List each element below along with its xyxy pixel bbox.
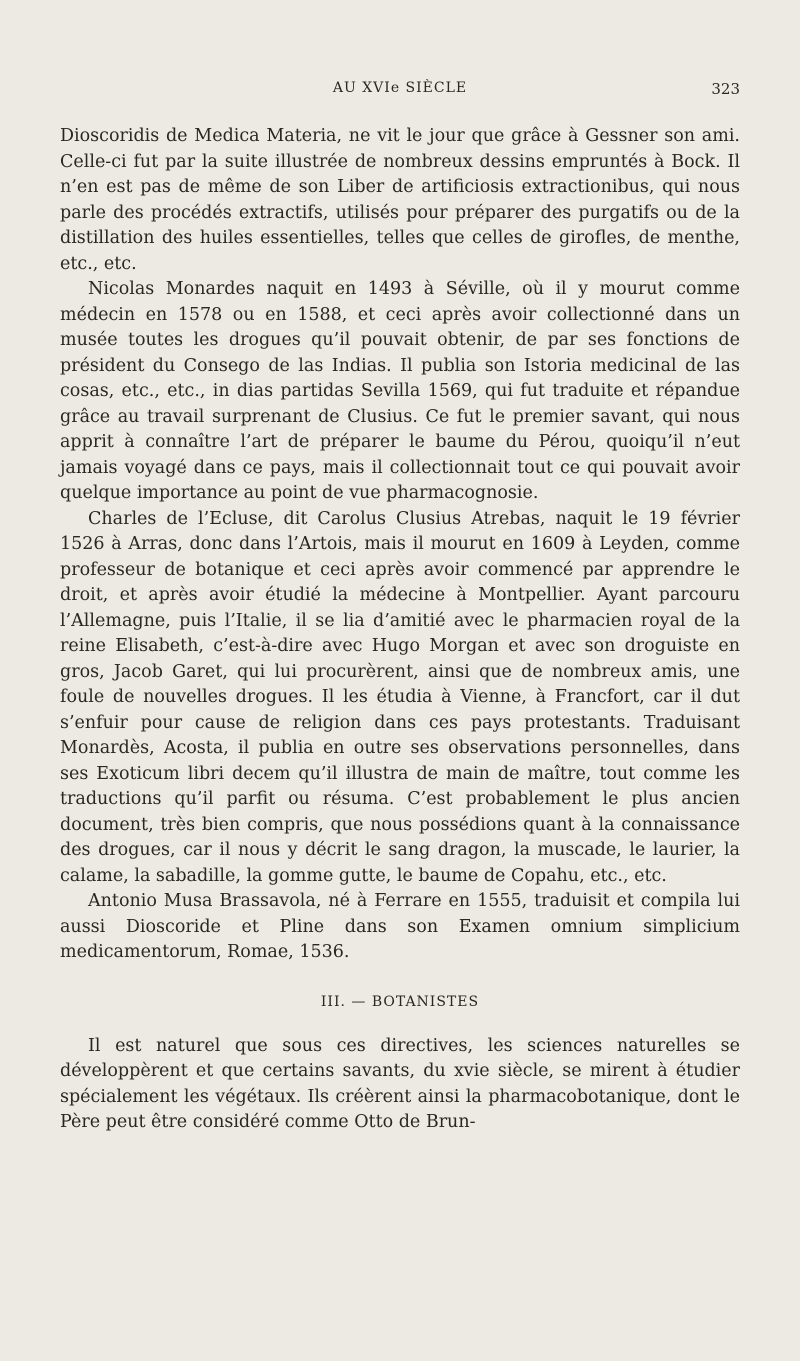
paragraph-botanistes-intro: Il est naturel que sous ces directives, les sciences naturelles se développèrent et que certains savants, du xvie siècle, se mirent à étudier spécialement les végétaux. Ils créèrent ainsi la pharmacobotanique, dont le Père peut être considéré comme Otto de Brun-: [60, 1035, 740, 1132]
paragraph-clusius: Charles de l’Ecluse, dit Carolus Clusius Atrebas, naquit le 19 février 1526 à Arras, donc dans l’Artois, mais il mourut en 1609 à Leyden, comme professeur de botanique et ceci après avoir commencé par apprendre le droit, et après avoir étudié la médecine à Montpellier. Ayant parcouru l’Allemagne, puis l’Italie, il se lia d’amitié avec le pharmacien royal de la reine Elisabeth, c’est-à-dire avec Hugo Morgan et avec son droguiste en gros, Jacob Garet, qui lui procurèrent, ainsi que de nombreux amis, une foule de nouvelles drogues. Il les étudia à Vienne, à Francfort, car il dut s’enfuir pour cause de religion dans ces pays protestants. Traduisant Monardès, Acosta, il publia en outre ses observations personnelles, dans ses Exoticum libri decem qu’il illustra de main de maître, tout comme les traductions qu’il parfit ou résuma. C’est probablement le plus ancien document, très bien compris, que nous possédions quant à la connaissance des drogues, car il nous y décrit le sang dragon, la muscade, le laurier, la calame, la sabadille, la gomme gutte, le baume de Copahu, etc., etc.: [60, 508, 740, 886]
page-header: [60, 80, 740, 104]
paragraph-brassavola: Antonio Musa Brassavola, né à Ferrare en 1555, traduisit et compila lui aussi Dioscoride et Pline dans son Examen omnium simplicium medicamentorum, Romae, 1536.: [60, 891, 740, 962]
paragraph-monardes: Nicolas Monardes naquit en 1493 à Séville, où il y mourut comme médecin en 1578 ou en 1588, et ceci après avoir collectionné dans un musée toutes les drogues qu’il pouvait obtenir, de par ses fonctions de président du Consego de las Indias. Il publia son Istoria medicinal de las cosas, etc., etc., in dias partidas Sevilla 1569, qui fut traduite et répandue grâce au travail surprenant de Clusius. Ce fut le premier savant, qui nous apprit à connaître l’art de préparer le baume du Pérou, quoiqu’il n’eut jamais voyagé dans ce pays, mais il collectionnait tout ce qui pouvait avoir quelque importance au point de vue pharmacognosie.: [60, 279, 740, 503]
running-head: AU XVIe SIÈCLE: [332, 80, 468, 96]
page-body: [60, 124, 740, 1136]
section-heading-botanistes: III. — BOTANISTES: [320, 993, 480, 1010]
page-number: 323: [711, 80, 740, 98]
paragraph-dioscoridis: Dioscoridis de Medica Materia, ne vit le jour que grâce à Gessner son ami. Celle-ci fut par la suite illustrée de nombreux dessins empruntés à Bock. Il n’en est pas de même de son Liber de artificiosis extractionibus, qui nous parle des procédés extractifs, utilisés pour préparer des purgatifs ou de la distillation des huiles essentielles, telles que celles de girofles, de menthe, etc., etc.: [60, 126, 740, 274]
